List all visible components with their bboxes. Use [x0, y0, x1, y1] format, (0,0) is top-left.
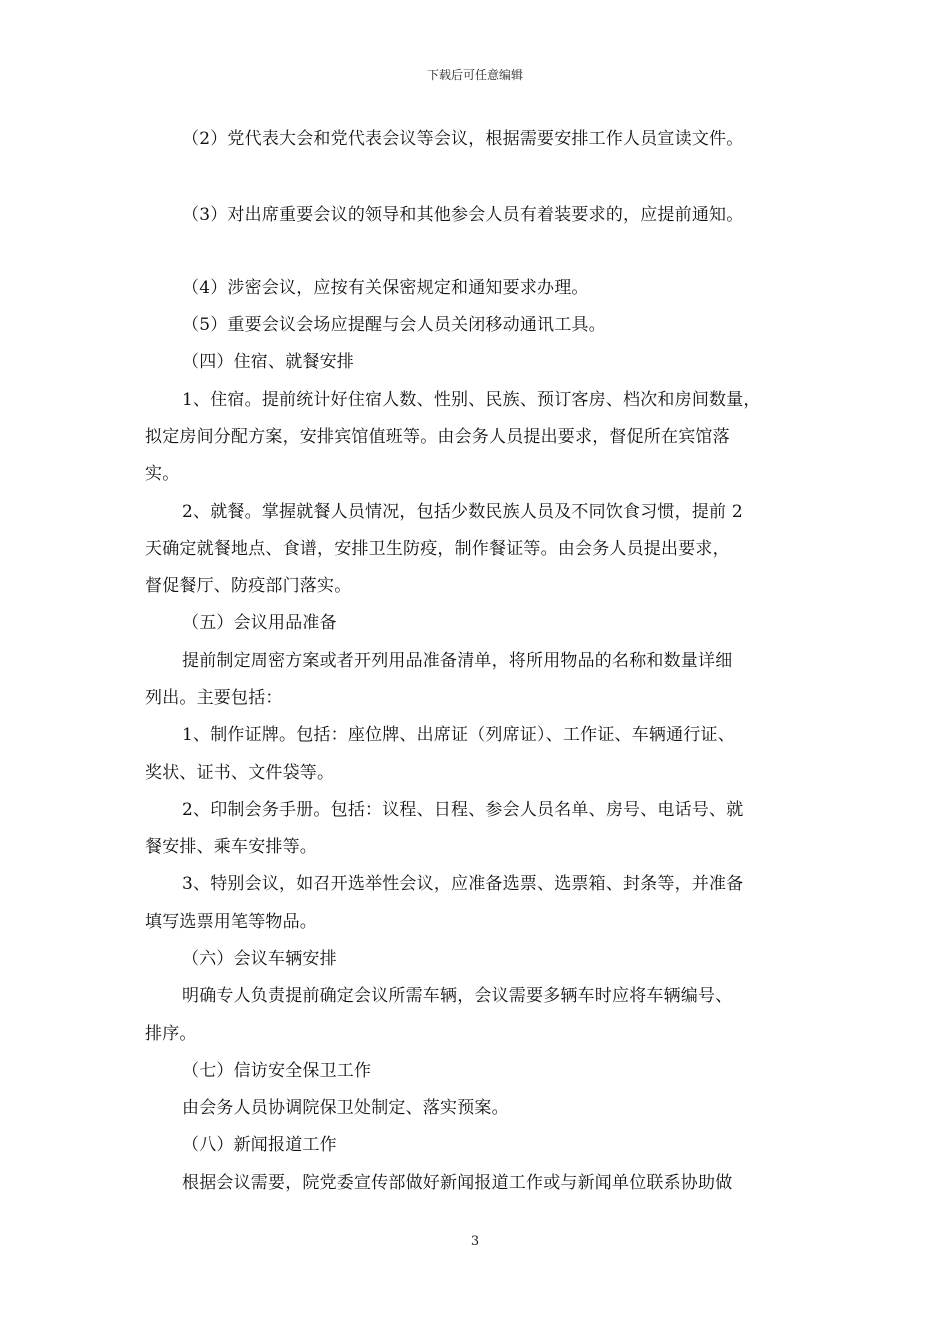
paragraph-line: 1、制作证牌。包括：座位牌、出席证（列席证）、工作证、车辆通行证、 — [182, 725, 735, 745]
section-heading: （七）信访安全保卫工作 — [182, 1061, 372, 1081]
paragraph-line: 餐安排、乘车安排等。 — [145, 837, 317, 857]
page-header: 下载后可任意编辑 — [426, 68, 523, 82]
section-heading: （八）新闻报道工作 — [182, 1135, 337, 1155]
paragraph-line: 根据会议需要，院党委宣传部做好新闻报道工作或与新闻单位联系协助做 — [182, 1173, 733, 1193]
paragraph-line: （3）对出席重要会议的领导和其他参会人员有着装要求的，应提前通知。 — [182, 205, 744, 225]
paragraph-line: 排序。 — [145, 1024, 197, 1044]
paragraph-line: 督促餐厅、防疫部门落实。 — [145, 576, 352, 596]
paragraph-line: 奖状、证书、文件袋等。 — [145, 763, 335, 783]
paragraph-line: 拟定房间分配方案，安排宾馆值班等。由会务人员提出要求，督促所在宾馆落 — [145, 427, 730, 447]
paragraph-line: 天确定就餐地点、食谱，安排卫生防疫，制作餐证等。由会务人员提出要求， — [145, 539, 730, 559]
paragraph-line: 由会务人员协调院保卫处制定、落实预案。 — [182, 1098, 509, 1118]
section-heading: （六）会议车辆安排 — [182, 949, 337, 969]
paragraph-line: 2、就餐。掌握就餐人员情况，包括少数民族人员及不同饮食习惯，提前 2 — [182, 502, 743, 522]
paragraph-line: 2、印制会务手册。包括：议程、日程、参会人员名单、房号、电话号、就 — [182, 800, 744, 820]
paragraph-line: 填写选票用笔等物品。 — [145, 912, 317, 932]
paragraph-line: 列出。主要包括： — [145, 688, 283, 708]
paragraph-line: 明确专人负责提前确定会议所需车辆，会议需要多辆车时应将车辆编号、 — [182, 986, 733, 1006]
section-heading: （四）住宿、就餐安排 — [182, 352, 354, 372]
section-heading: （五）会议用品准备 — [182, 613, 337, 633]
paragraph-line: 提前制定周密方案或者开列用品准备清单，将所用物品的名称和数量详细 — [182, 651, 733, 671]
paragraph-line: 实。 — [145, 464, 180, 484]
paragraph-line: 3、特别会议，如召开选举性会议，应准备选票、选票箱、封条等，并准备 — [182, 874, 744, 894]
paragraph-line: （5）重要会议会场应提醒与会人员关闭移动通讯工具。 — [182, 315, 606, 335]
paragraph-line: 1、住宿。提前统计好住宿人数、性别、民族、预订客房、档次和房间数量， — [182, 390, 761, 410]
page-number: 3 — [470, 1234, 480, 1249]
paragraph-line: （2）党代表大会和党代表会议等会议，根据需要安排工作人员宣读文件。 — [182, 129, 744, 149]
paragraph-line: （4）涉密会议，应按有关保密规定和通知要求办理。 — [182, 278, 589, 298]
